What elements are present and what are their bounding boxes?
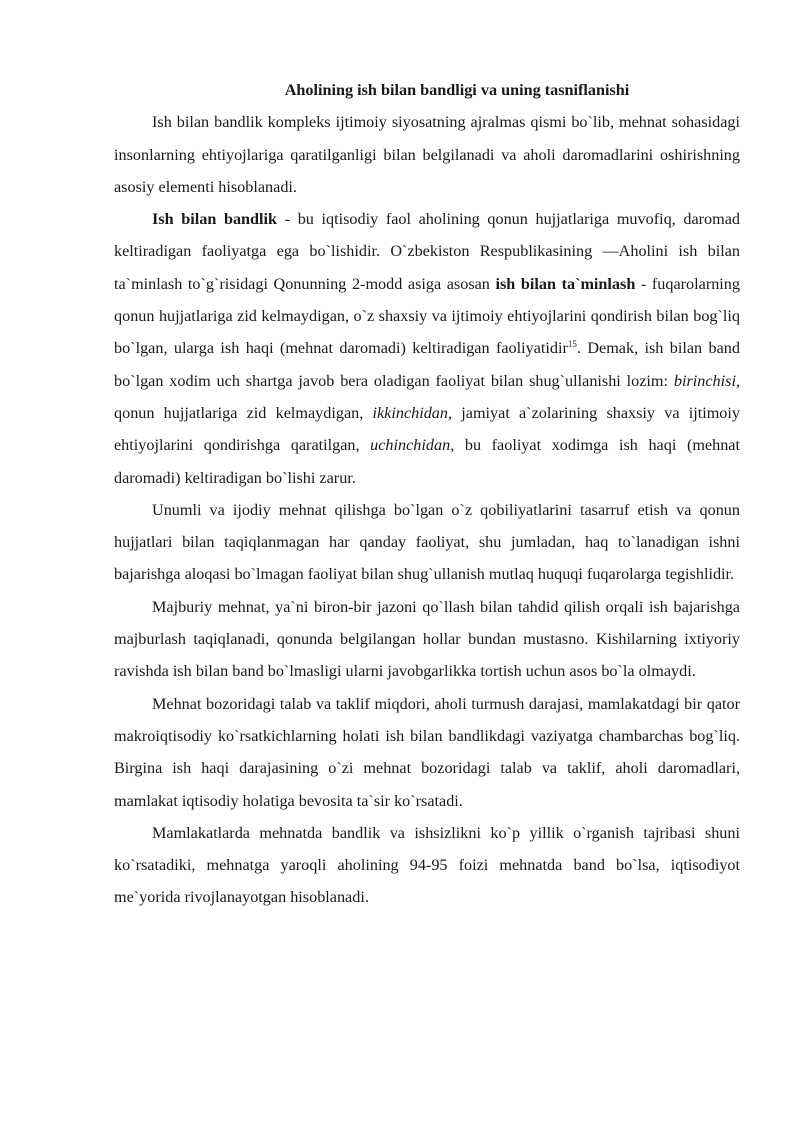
document-title: Aholining ish bilan bandligi va uning tasniflanishi <box>284 81 630 99</box>
paragraph-2-text-3: . Demak, ish bilan band bo`lgan xodim uch shartga javob bera oladigan faoliyat bilan shug`ullanishi lozim: <box>114 339 740 390</box>
paragraph-2 <box>114 203 740 494</box>
document-body <box>114 74 740 914</box>
paragraph-4: Majburiy mehnat, ya`ni biron-bir jazoni qo`llash bilan tahdid qilish orqali ish bajarishga majburlash taqiqlanadi, qonunda belgilangan hollar bundan mustasno. Kishilarning ixtiyoriy ravishda ish bilan band bo`lmasligi ularni javobgarlikka tortish uchun asos bo`la olmaydi. <box>114 597 740 681</box>
footnote-marker[interactable]: 15 <box>567 339 577 350</box>
paragraph-2-text-1: - bu iqtisodiy faol aholining qonun hujjatlariga muvofiq, daromad keltiradigan faoliyatga ega bo`lishidir. O`zbekiston Respublikasining ―Aholini ish bilan ta`minlash to`g`risidagi Qonunning 2-modd asiga asosan <box>114 210 740 293</box>
paragraph-1: Ish bilan bandlik kompleks ijtimoiy siyosatning ajralmas qismi bo`lib, mehnat sohasidagi insonlarning ehtiyojlariga qaratilganligi bilan belgilanadi va aholi daromadlarini oshirishning asosiy elementi hisoblanadi. <box>114 113 740 196</box>
paragraph-2-text-2: - fuqarolarning qonun hujjatlariga zid kelmaydigan, o`z shaxsiy va ijtimoiy ehtiyojlarini qondirish bilan bog`liq bo`lgan, ularga ish haqi (mehnat daromadi) keltiradigan faoliyatidir <box>114 274 740 358</box>
emphasis-birinchisi: birinchisi <box>673 371 736 390</box>
emphasis-uchinchidan: uchinchidan <box>370 436 451 455</box>
term-ish-bilan-bandlik: Ish bilan bandlik <box>152 210 278 229</box>
paragraph-3: Unumli va ijodiy mehnat qilishga bo`lgan o`z qobiliyatlarini tasarruf etish va qonun hujjatlari bilan taqiqlanmagan har qanday faoliyat, shu jumladan, haq to`lanadigan ishni bajarishga aloqasi bo`lmagan faoliyat bilan shug`ullanish mutlaq huquqi fuqarolarga tegishlidir. <box>114 500 740 584</box>
emphasis-ikkinchidan: ikkinchidan <box>372 403 448 422</box>
term-ish-bilan-taminlash: ish bilan ta`minlash <box>495 274 636 293</box>
paragraph-2-text-6: , bu faoliyat xodimga ish haqi (mehnat daromadi) keltiradigan bo`lishi zarur. <box>114 436 740 487</box>
paragraph-5: Mehnat bozoridagi talab va taklif miqdori, aholi turmush darajasi, mamlakatdagi bir qator makroiqtisodiy ko`rsatkichlarning holati ish bilan bandlikdagi vaziyatga chambarchas bog`liq. Birgina ish haqi darajasining o`zi mehnat bozoridagi talab va taklif, aholi daromadlari, mamlakat iqtisodiy holatiga bevosita ta`sir ko`rsatadi. <box>114 694 740 810</box>
paragraph-2-text-4: , qonun hujjatlariga zid kelmaydigan, <box>114 371 740 422</box>
paragraph-6: Mamlakatlarda mehnatda bandlik va ishsizlikni ko`p yillik o`rganish tajribasi shuni ko`rsatadiki, mehnatga yaroqli aholining 94-95 foizi mehnatda band bo`lsa, iqtisodiyot me`yorida rivojlanayotgan hisoblanadi. <box>114 823 740 907</box>
paragraph-2-text-5: , jamiyat a`zolarining shaxsiy va ijtimoiy ehtiyojlarini qondirishga qaratilgan, <box>114 403 740 455</box>
